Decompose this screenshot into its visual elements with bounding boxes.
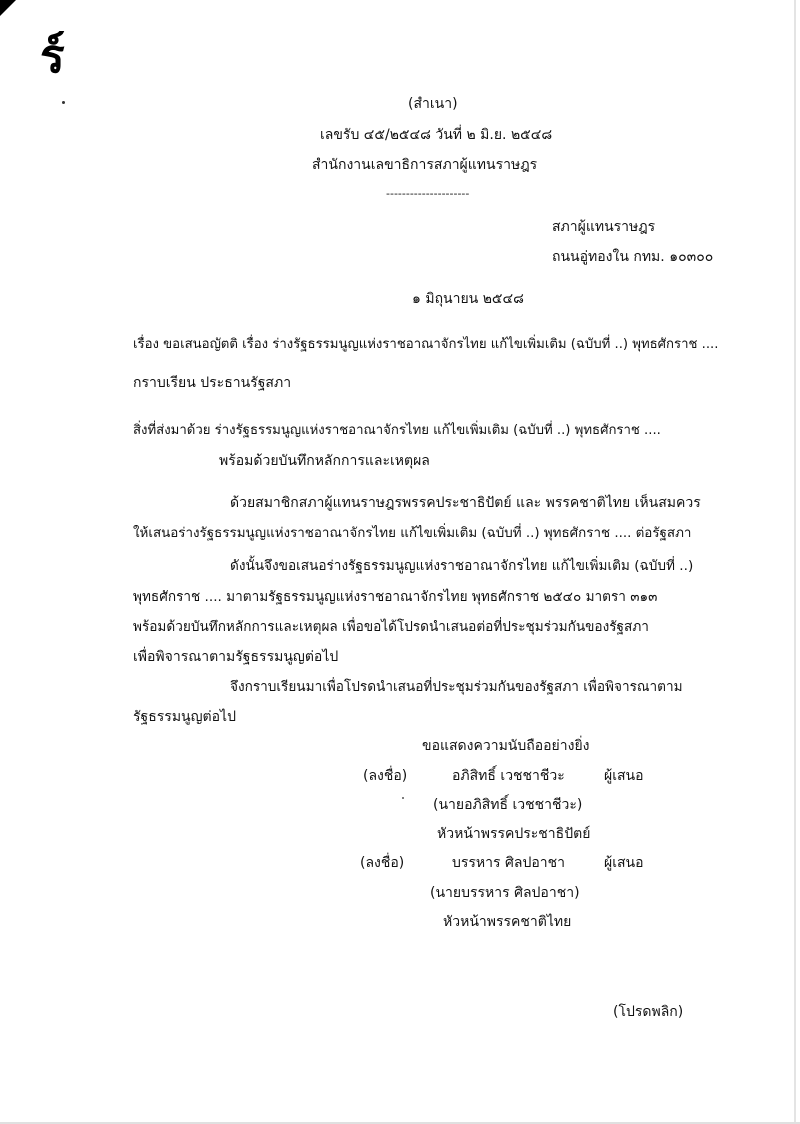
receipt-number: เลขรับ ๔๕/๒๕๔๘ วันที่ ๒ มิ.ย. ๒๕๔๘: [320, 127, 553, 143]
signer-title: หัวหน้าพรรคชาติไทย: [443, 914, 572, 930]
enclosure-line-2: พร้อมด้วยบันทึกหลักการและเหตุผล: [219, 453, 430, 469]
scan-corner-mark: [0, 0, 16, 16]
body-paragraph-2-line-3: พร้อมด้วยบันทึกหลักการและเหตุผล เพื่อขอได้โปรดนำเสนอต่อที่ประชุมร่วมกันของรัฐสภา: [133, 619, 649, 635]
body-paragraph-2-line-4: เพื่อพิจารณาตามรัฐธรรมนูญต่อไป: [133, 649, 339, 665]
body-paragraph-2-line-2: พุทธศักราช .... มาตามรัฐธรรมนูญแห่งราชอาณาจักรไทย พุทธศักราช ๒๕๔๐ มาตรา ๓๑๓: [133, 589, 658, 605]
signer-title: หัวหน้าพรรคประชาธิปัตย์: [437, 826, 591, 842]
subject-line: เรื่อง ขอเสนอญัตติ เรื่อง ร่างรัฐธรรมนูญแห่งราชอาณาจักรไทย แก้ไขเพิ่มเติม (ฉบับที่ ..) พุทธศักราช ....: [133, 337, 719, 352]
signer-name: บรรหาร ศิลปอาชา: [452, 855, 565, 871]
closing: ขอแสดงความนับถืออย่างยิ่ง: [422, 738, 590, 754]
letter-date: ๑ มิถุนายน ๒๕๔๘: [412, 291, 524, 307]
signer-name: อภิสิทธิ์ เวชชาชีวะ: [452, 768, 565, 784]
body-paragraph-3-line-2: รัฐธรรมนูญต่อไป: [133, 709, 236, 725]
enclosure-line-1: สิ่งที่ส่งมาด้วย ร่างรัฐธรรมนูญแห่งราชอาณาจักรไทย แก้ไขเพิ่มเติม (ฉบับที่ ..) พุทธศักราช ....: [133, 423, 661, 438]
signer-role: ผู้เสนอ: [604, 855, 644, 871]
turn-over-note: (โปรดพลิก): [613, 1004, 684, 1020]
address-line-1: สภาผู้แทนราษฎร: [552, 219, 656, 235]
scan-speck: [62, 101, 65, 104]
address-line-2: ถนนอู่ทองใน กทม. ๑๐๓๐๐: [552, 249, 714, 265]
body-paragraph-3-line-1: จึงกราบเรียนมาเพื่อโปรดนำเสนอที่ประชุมร่วมกันของรัฐสภา เพื่อพิจารณาตาม: [230, 679, 683, 695]
header-divider: ---------------------: [386, 187, 470, 200]
salutation: กราบเรียน ประธานรัฐสภา: [133, 375, 292, 391]
signature-label: (ลงชื่อ): [360, 855, 405, 871]
signature-label: (ลงชื่อ): [363, 768, 408, 784]
scan-speck: [402, 797, 404, 799]
body-paragraph-1-line-1: ด้วยสมาชิกสภาผู้แทนราษฎรพรรคประชาธิปัตย์ และ พรรคชาติไทย เห็นสมควร: [230, 495, 701, 511]
signer-full-name: (นายอภิสิทธิ์ เวชชาชีวะ): [433, 797, 583, 813]
copy-label: (สำเนา): [408, 96, 458, 112]
signer-full-name: (นายบรรหาร ศิลปอาชา): [430, 885, 580, 901]
office-name: สำนักงานเลขาธิการสภาผู้แทนราษฎร: [312, 157, 538, 173]
body-paragraph-1-line-2: ให้เสนอร่างรัฐธรรมนูญแห่งราชอาณาจักรไทย แก้ไขเพิ่มเติม (ฉบับที่ ..) พุทธศักราช .... ต่อรัฐสภา: [133, 526, 692, 541]
scan-edge: [794, 0, 796, 1124]
body-paragraph-2-line-1: ดังนั้นจึงขอเสนอร่างรัฐธรรมนูญแห่งราชอาณาจักรไทย แก้ไขเพิ่มเติม (ฉบับที่ ..): [230, 558, 694, 574]
signer-role: ผู้เสนอ: [604, 768, 644, 784]
handwritten-mark: ร์: [40, 29, 65, 83]
